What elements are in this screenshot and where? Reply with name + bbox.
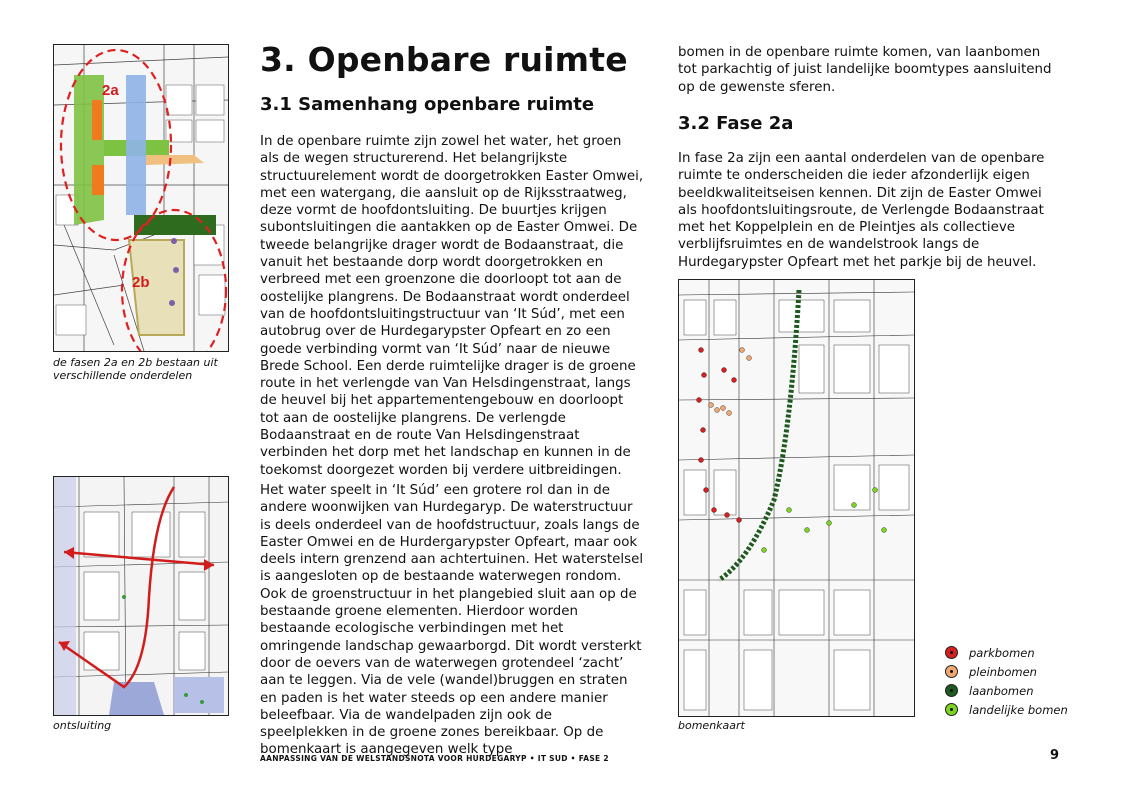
page-number: 9 [1050, 748, 1060, 763]
label-2b: 2b [132, 274, 150, 291]
legend-label: laanbomen [969, 683, 1034, 698]
legend-label: landelijke bomen [969, 702, 1068, 717]
legend-dot-icon [945, 646, 958, 659]
legend-item-parkbomen [945, 643, 1085, 662]
legend-label: parkbomen [969, 645, 1035, 660]
tree-map-caption: bomenkaart [678, 719, 745, 732]
legend-item-landelijke-bomen [945, 700, 1085, 719]
legend-item-pleinbomen [945, 662, 1085, 681]
legend-dot-icon [945, 665, 958, 678]
section-1-paragraph-2: Het water speelt in ‘It Súd’ een grotere rol dan in de andere woonwijken van Hurdegaryp. De waterstructuur is deels onderdeel van de hoofdstructuur, zoals langs de Easter Omwei en de Hurdergarypster Opfeart, maar ook deels intern grenzend aan achtertuinen. Het waterstelsel is aangesloten op de bestaande waterwegen rondom. Ook de groenstructuur in het plangebied sluit aan op de bestaande groene elementen. Hierdoor worden bestaande ecologische verbindingen met het omringende landschap gewaarborgd. Dit wordt versterkt door de oevers van de waterwegen grotendeel ‘zacht’ aan te leggen. Via de vele (wandel)bruggen en straten en paden is het water steeds op een andere manier beleefbaar. Via de wandelpaden zijn ook de speelplekken in de groene zones bereikbaar. Op de bomenkaart is aangegeven welk type [260, 483, 644, 758]
tree-legend [945, 643, 1085, 719]
phase-map-caption: de fasen 2a en 2b bestaan uit verschillende onderdelen [53, 356, 218, 382]
section-1-paragraph-1: In de openbare ruimte zijn zowel het water, het groen als de wegen structurerend. Het belangrijkste structuurelement wordt de doorgetrokken Easter Omwei, met een watergang, die aansluit op de Rijksstraatweg, deze vormt de hoofdontsluiting. De buurtjes krijgen subontsluitingen die aantakken op de Easter Omwei. De tweede belangrijke drager wordt de Bodaanstraat, die vanuit het bestaande dorp wordt doorgetrokken en verbreed met een groenzone die doorloopt tot aan de oostelijke plangrens. De Bodaanstraat wordt onderdeel van de hoofdontsluitingstructuur van ‘It Súd’, met een autobrug over de Hurdegarypster Opfeart en zo een goede verbinding vormt van ‘It Súd’ naar de nieuwe Brede School. Een derde ruimtelijke drager is de groene route in het verlengde van Van Helsdingenstraat, langs de heuvel bij het appartementengebouw en doorloopt tot aan de oostelijke plangrens. De verlengde Bodaanstraat en de route Van Helsdingenstraat verbinden het dorp met het landschap en kunnen in de toekomst doorgezet worden bij verdere uitbreidingen. [260, 134, 644, 478]
page-footer: AANPASSING VAN DE WELSTANDSNOTA VOOR HURDEGARYP • IT SUD • FASE 2 [260, 754, 609, 763]
tree-map [678, 279, 915, 717]
column-3-continuation: bomen in de openbare ruimte komen, van laanbomen tot parkachtig of juist landelijke boomtypes aansluitend op de gewenste sferen. [678, 45, 1052, 95]
access-map-caption: ontsluiting [53, 719, 112, 732]
section-2-title: 3.2 Fase 2a [678, 113, 794, 134]
legend-item-laanbomen [945, 681, 1085, 700]
legend-dot-icon [945, 684, 958, 697]
legend-dot-icon [945, 703, 958, 716]
phase-map [53, 44, 229, 352]
section-2-paragraph: In fase 2a zijn een aantal onderdelen van de openbare ruimte te onderscheiden die ieder afzonderlijk eigen beeldkwaliteitseisen kennen. Dit zijn de Easter Omwei als hoofdontsluitingsroute, de Verlengde Bodaanstraat met het Koppelplein en de Pleintjes als collectieve verblijfsruimtes en de wandelstrook langs de Hurdegarypster Opfeart met het parkje bij de heuvel. [678, 151, 1045, 270]
legend-label: pleinbomen [969, 664, 1037, 679]
page-title: 3. Openbare ruimte [260, 40, 628, 79]
label-2a: 2a [102, 82, 119, 99]
section-1-title: 3.1 Samenhang openbare ruimte [260, 94, 595, 115]
access-map [53, 476, 229, 716]
